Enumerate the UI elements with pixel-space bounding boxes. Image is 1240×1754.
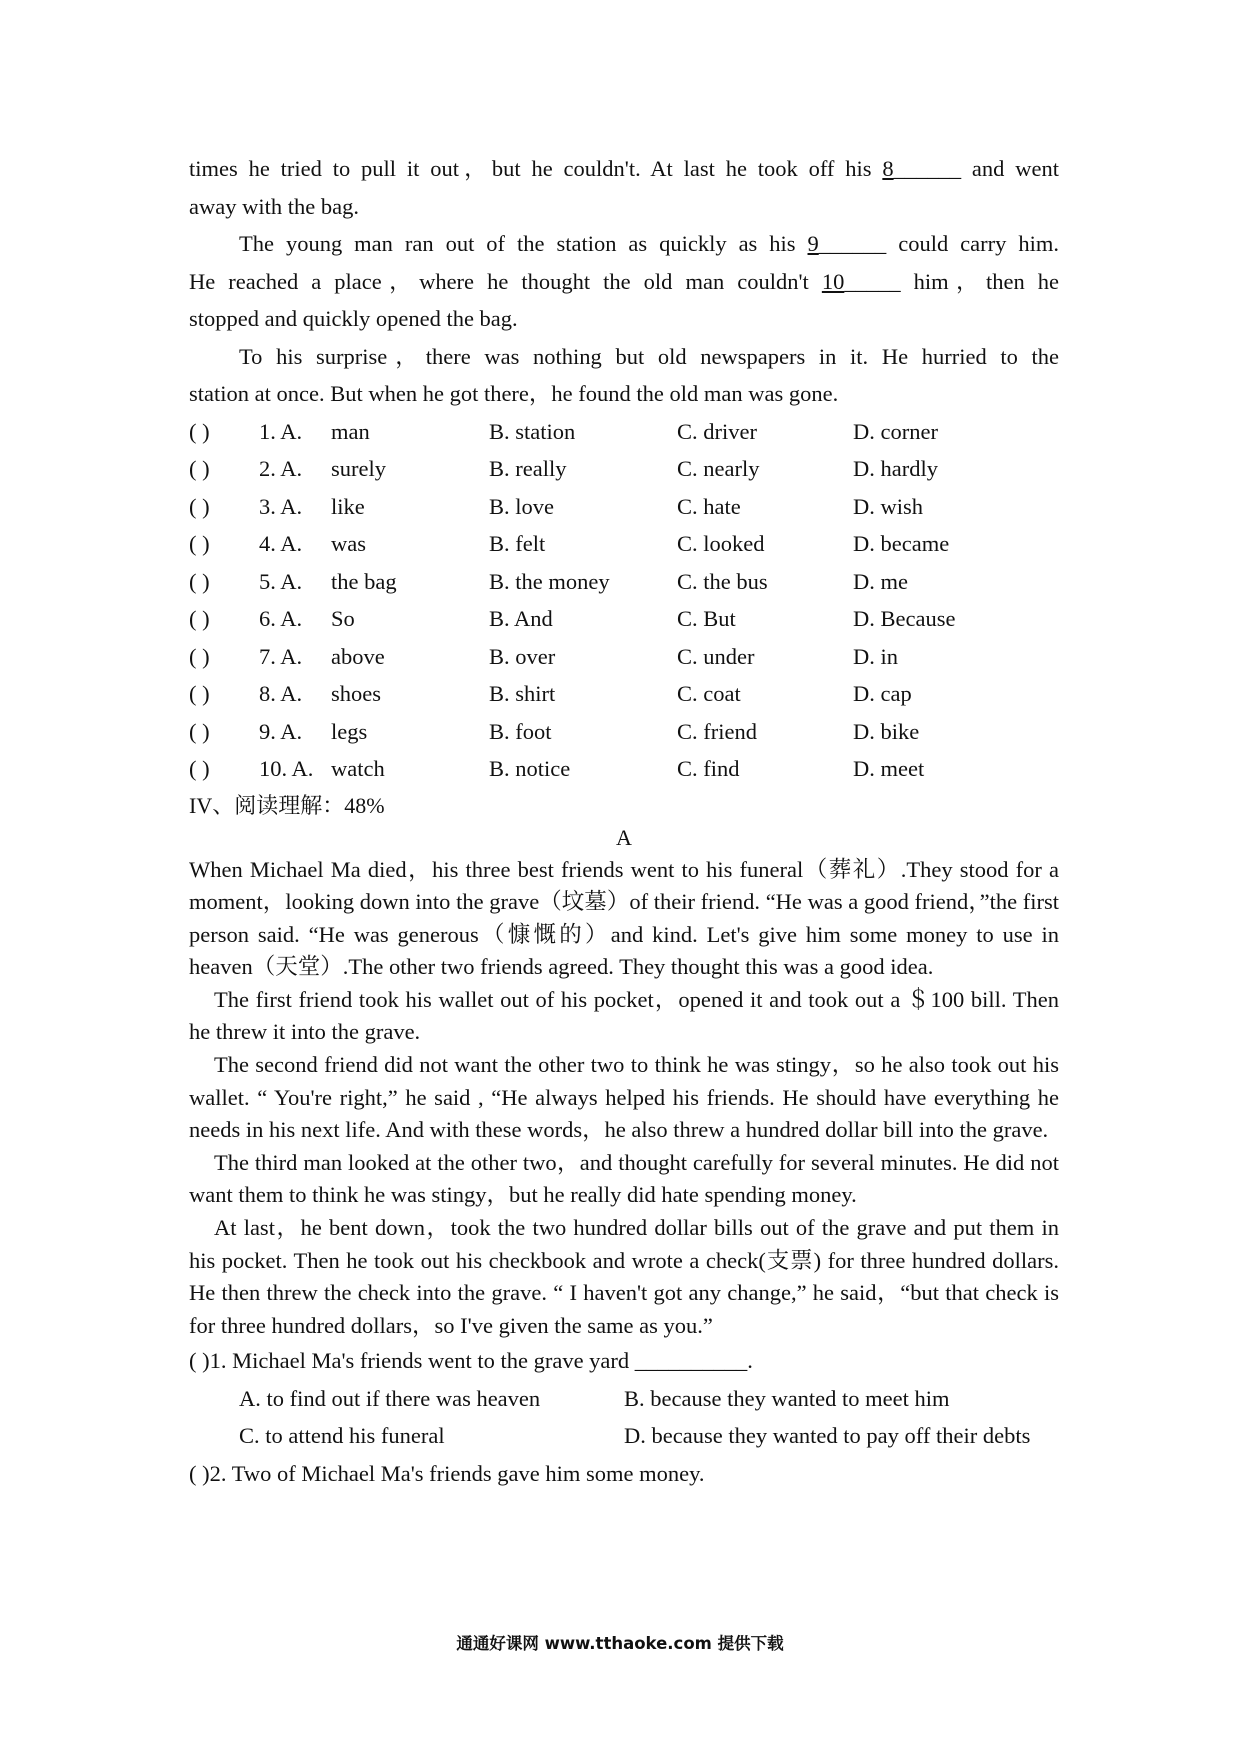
option-row: ( ) 9. A. legs B. foot C. friend D. bike [189,718,920,744]
passage-paragraph-5: At last，he bent down，took the two hundred dollar bills out of the grave and put them in his pocket. Then he took out his checkbook and wrote a check(支票) for three hundred dollars. He then threw the check into the grave. “ I haven't got any change,” he said，“but that check is for three hundred dollars，so I've given the same as you.” [189,1215,1059,1338]
cloze-line-5: stopped and quickly opened the bag. [189,306,518,331]
passage-paragraph-4: The third man looked at the other two，and thought carefully for several minutes. He did not want them to think he was stingy，but he really did hate spending money. [189,1149,1059,1208]
passage-paragraph-2: The first friend took his wallet out of his pocket，opened it and took out a ＄100 bill. Then he threw it into the grave. [189,986,1059,1045]
question-1: ( )1. Michael Ma's friends went to the grave yard __________. [189,1348,753,1374]
option-row: ( ) 3. A. like B. love C. hate D. wish [189,493,924,519]
option-row: ( ) 8. A. shoes B. shirt C. coat D. cap [189,681,912,706]
cloze-options [189,413,1059,788]
option-c: C. to attend his funeral [239,1423,445,1449]
question-1-options-cd [189,1417,1059,1455]
cloze-line-6: To his surprise，there was nothing but old newspapers in it. He hurried to the [239,343,1059,369]
document-page [189,150,1059,1492]
question-2: ( )2. Two of Michael Ma's friends gave him some money. [189,1460,705,1486]
passage-paragraph-1: When Michael Ma died，his three best friends went to his funeral（葬礼）.They stood for a moment，looking down into the grave（坟墓）of their friend. “He was a good friend，”the first person said. “He was generous（慷慨的）and kind. Let's give him some money to use in heaven（天堂）.The other two friends agreed. They thought this was a good idea. [189,856,1059,980]
option-row: ( ) 1. A. man B. station C. driver D. corner [189,418,938,444]
passage-label: A [616,824,632,850]
cloze-line-4: He reached a place，where he thought the old man couldn't 10_____ him，then he [189,268,1059,294]
cloze-line-2: away with the bag. [189,193,359,219]
option-a: A. to find out if there was heaven [239,1385,541,1411]
cloze-line-7: station at once. But when he got there，he found the old man was gone. [189,381,839,406]
option-d: D. because they wanted to pay off their debts [624,1423,1031,1449]
blank-9: 9 [807,231,819,256]
blank-10: 10 [821,268,845,294]
blank-8: 8 [882,156,894,181]
option-row: ( ) 7. A. above B. over C. under D. in [189,643,898,669]
option-row: ( ) 6. A. So B. And C. But D. Because [189,606,956,631]
option-b: B. because they wanted to meet him [624,1385,950,1411]
option-row: ( ) 4. A. was B. felt C. looked D. became [189,531,950,556]
option-row: ( ) 2. A. surely B. really C. nearly D. hardly [189,456,938,481]
cloze-line-3: The young man ran out of the station as quickly as his 9______ could carry him. [239,231,1059,256]
cloze-line-1: times he tried to pull it out，but he couldn't. At last he took off his 8______ and went [189,156,1059,181]
option-row: ( ) 5. A. the bag B. the money C. the bus D. me [189,568,908,594]
question-1-options-ab [189,1380,1059,1418]
page-footer: 通通好课网 www.tthaoke.com 提供下载 [456,1634,784,1653]
section-heading: IV、阅读理解：48% [189,792,385,818]
option-row: ( ) 10. A. watch B. notice C. find D. meet [189,756,925,781]
passage-paragraph-3: The second friend did not want the other two to think he was stingy，so he also took out his wallet. “ You're right,” he said , “He always helped his friends. He should have everything he needs in his next life. And with these words，he also threw a hundred dollar bill into the grave. [189,1052,1059,1143]
